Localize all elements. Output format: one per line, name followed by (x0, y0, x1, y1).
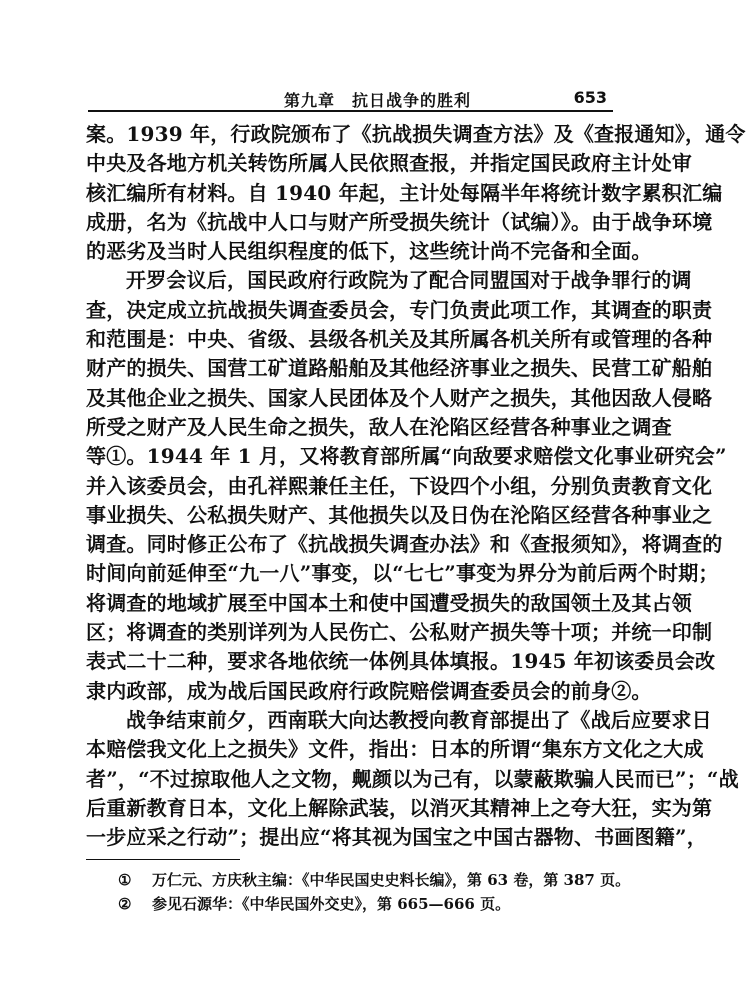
running-header (88, 86, 613, 112)
footnote (118, 868, 631, 892)
text-line: 事业损失、公私损失财产、其他损失以及日伪在沦陷区经营各种事业之 (86, 502, 713, 527)
text-line: 将调查的地域扩展至中国本土和使中国遭受损失的敌国领土及其占领 (86, 590, 692, 615)
text-line: 并入该委员会，由孔祥熙兼任主任，下设四个小组，分别负责教育文化 (86, 473, 713, 498)
text-line: 时间向前延伸至“九一八”事变，以“七七”事变为界分为前后两个时期； (86, 561, 719, 586)
text-line: 的恶劣及当时人民组织程度的低下，这些统计尚不完备和全面。 (86, 239, 652, 264)
text-line: 开罗会议后，国民政府行政院为了配合同盟国对于战争罪行的调 (126, 268, 692, 293)
page-number: 653 (573, 88, 607, 107)
text-line: 等①。1944 年 1 月，又将教育部所属“向敌要求赔偿文化事业研究会” (86, 444, 727, 469)
footnote (118, 892, 618, 916)
footnote-text: 万仁元、方庆秋主编：《中华民国史史料长编》，第 63 卷，第 387 页。 (152, 871, 631, 889)
text-line: 成册，名为《抗战中人口与财产所受损失统计（试编）》。由于战争环境 (86, 209, 713, 234)
text-line: 表式二十二种，要求各地依统一体例具体填报。1945 年初该委员会改 (86, 649, 716, 674)
text-line: 战争结束前夕，西南联大向达教授向教育部提出了《战后应要求日 (126, 707, 712, 732)
text-line: 调查。同时修正公布了《抗战损失调查办法》和《查报须知》，将调查的 (86, 532, 723, 557)
footnote-divider (86, 859, 240, 860)
text-line: 核汇编所有材料。自 1940 年起，主计处每隔半年将统计数字累积汇编 (86, 180, 723, 205)
text-line: 查，决定成立抗战损失调查委员会，专门负责此项工作，其调查的职责 (86, 297, 713, 322)
text-line: 财产的损失、国营工矿道路船舶及其他经济事业之损失、民营工矿船舶 (86, 356, 713, 381)
text-line: 后重新教育日本，文化上解除武装，以消灭其精神上之夸大狂，实为第 (86, 795, 713, 820)
text-line: 及其他企业之损失、国家人民团体及个人财产之损失，其他因敌人侵略 (86, 385, 713, 410)
footnote-text: 参见石源华：《中华民国外交史》，第 665—666 页。 (152, 895, 511, 913)
text-line: 所受之财产及人民生命之损失，敌人在沦陷区经营各种事业之调查 (86, 414, 672, 439)
text-line: 中央及各地方机关转饬所属人民依照查报，并指定国民政府主计处审 (86, 151, 692, 176)
footnote-mark: ① (118, 871, 132, 889)
text-line: 一步应采之行动”；提出应“将其视为国宝之中国古器物、书画图籍”， (86, 825, 707, 850)
text-line: 案。1939 年，行政院颁布了《抗战损失调查方法》及《查报通知》，通令 (86, 122, 746, 146)
text-line: 区；将调查的类别详列为人民伤亡、公私财产损失等十项；并统一印制 (86, 620, 713, 645)
text-line: 和范围是：中央、省级、县级各机关及其所属各机关所有或管理的各种 (86, 327, 713, 352)
chapter-title: 第九章 抗日战争的胜利 (284, 91, 472, 110)
text-line: 者”，“不过掠取他人之文物，觍颜以为己有，以蒙蔽欺骗人民而已”；“战 (86, 766, 739, 791)
body-text (86, 120, 746, 852)
text-line: 本赔偿我文化上之损失》文件，指出：日本的所谓“集东方文化之大成 (86, 737, 704, 762)
footnotes (118, 868, 631, 916)
text-line: 隶内政部，成为战后国民政府行政院赔偿调查委员会的前身②。 (86, 678, 652, 703)
footnote-mark: ② (118, 895, 132, 913)
